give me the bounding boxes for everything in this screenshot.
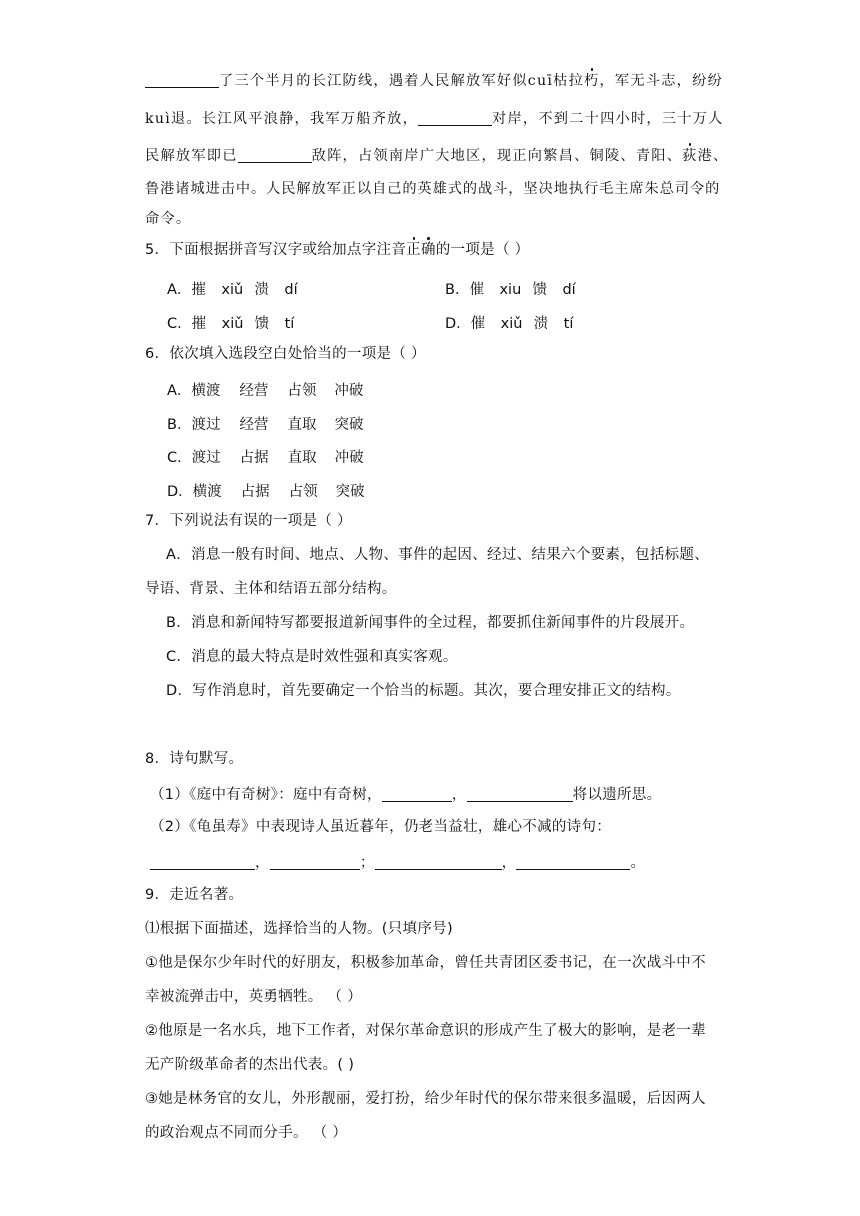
q7-option-b[interactable]: B．消息和新闻特写都要报道新闻事件的全过程，都要抓住新闻事件的片段展开。 — [166, 615, 695, 631]
q6-option-c[interactable]: C．渡过 占据 直取 冲破 — [167, 450, 364, 466]
passage-line-5: 命令。 — [145, 211, 192, 227]
q9-item-2-cont: 无产阶级革命者的杰出代表。( ) — [145, 1057, 355, 1073]
answer-blank-1[interactable] — [145, 72, 219, 88]
q5-option-d[interactable]: D．催 xiǔ 溃 tí — [445, 316, 574, 332]
q9-item-3-cont: 的政治观点不同而分手。 （ ） — [145, 1125, 348, 1141]
q7-option-a-cont: 导语、背景、主体和结语五部分结构。 — [145, 581, 397, 597]
q7-option-a[interactable]: A．消息一般有时间、地点、人物、事件的起因、经过、结果六个要素，包括标题、 — [166, 547, 710, 563]
q8-blank-line: ， ； ， 。 — [150, 854, 645, 871]
q6-option-b[interactable]: B．渡过 经营 直取 突破 — [167, 417, 364, 433]
q7-option-d[interactable]: D．写作消息时，首先要确定一个恰当的标题。其次，要合理安排正文的结构。 — [166, 683, 681, 699]
q9-subquestion: ⑴根据下面描述，选择恰当的人物。(只填序号) — [145, 921, 453, 937]
question-7-stem: 7．下列说法有误的一项是（ ） — [145, 513, 352, 529]
question-8-stem: 8．诗句默写。 — [145, 751, 244, 767]
pinyin: cuī — [527, 73, 554, 89]
answer-blank-3[interactable] — [238, 147, 312, 163]
poem-blank-1[interactable] — [382, 786, 452, 802]
passage-line-4: 鲁港诸城进击中。人民解放军正以自己的英雄式的战斗，坚决地执行毛主席朱总司令的 — [145, 181, 721, 197]
q5-option-a[interactable]: A．摧 xiǔ 溃 dí — [167, 282, 298, 298]
poem-blank-6[interactable] — [516, 854, 630, 870]
passage-line-1: 了三个半月的长江防线，遇着人民解放军好似cuī枯拉朽，军无斗志，纷纷 — [145, 72, 723, 88]
pinyin: kuì — [145, 111, 172, 127]
q7-option-c[interactable]: C．消息的最大特点是时效性强和真实客观。 — [166, 649, 458, 665]
q9-item-3: ③她是林务官的女儿，外形靓丽，爱打扮，给少年时代的保尔带来很多温暖，后因两人 — [145, 1091, 706, 1107]
question-6-stem: 6．依次填入选段空白处恰当的一项是（ ） — [145, 346, 426, 362]
q6-option-a[interactable]: A．横渡 经营 占领 冲破 — [167, 383, 364, 399]
q5-option-c[interactable]: C．摧 xiǔ 馈 tí — [167, 316, 295, 332]
q9-item-1: ①他是保尔少年时代的好朋友，积极参加革命，曾任共青团区委书记，在一次战斗中不 — [145, 955, 706, 971]
q8-item-2: （2）《龟虽寿》中表现诗人虽近暮年，仍老当益壮，雄心不减的诗句： — [150, 819, 612, 835]
poem-blank-3[interactable] — [150, 854, 255, 870]
dotted-char: 朽 — [584, 73, 600, 89]
q9-item-1-cont: 幸被流弹击中，英勇牺牲。 （ ） — [145, 989, 363, 1005]
question-5-stem: 5．下面根据拼音写汉字或给加点字注音正确的一项是（ ） — [145, 242, 530, 258]
passage-line-3: 民解放军即已 敌阵，占领南岸广大地区，现正向繁昌、铜陵、青阳、荻港、 — [145, 148, 729, 164]
dotted-char: 荻 — [682, 148, 698, 164]
q8-item-1: （1）《庭中有奇树》：庭中有奇树， ， 将以遗所思。 — [150, 787, 662, 803]
passage-line-2: kuì退。长江风平浪静，我军万船齐放， 对岸，不到二十四小时，三十万人 — [145, 111, 724, 127]
poem-blank-2[interactable] — [467, 786, 573, 802]
poem-blank-4[interactable] — [270, 854, 360, 870]
q6-option-d[interactable]: D．横渡 占据 占领 突破 — [167, 484, 365, 500]
q9-item-2: ②他原是一名水兵，地下工作者，对保尔革命意识的形成产生了极大的影响，是老一辈 — [145, 1023, 706, 1039]
question-9-stem: 9．走近名著。 — [145, 887, 244, 903]
poem-blank-5[interactable] — [375, 854, 502, 870]
answer-blank-2[interactable] — [418, 110, 492, 126]
q5-option-b[interactable]: B．催 xiu 馈 dí — [445, 282, 576, 298]
